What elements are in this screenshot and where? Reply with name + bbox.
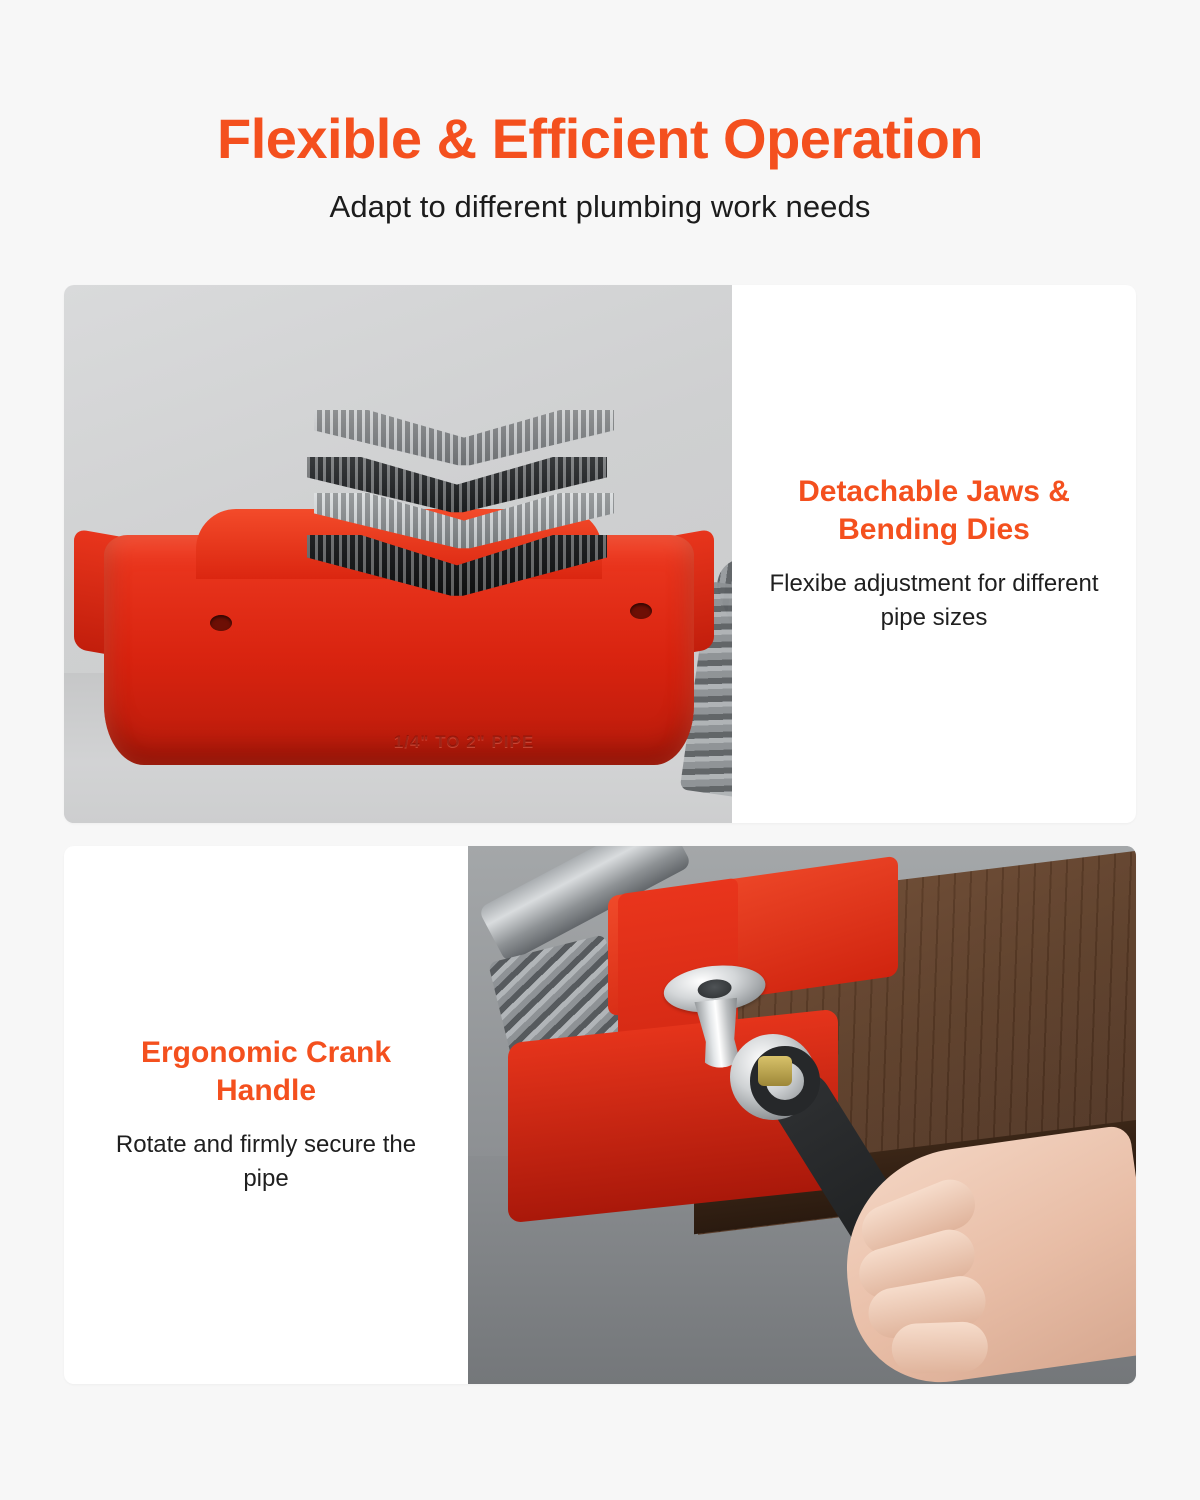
bolt-hole-left <box>210 615 232 631</box>
feature-text-detachable-jaws <box>732 285 1136 823</box>
feature-card-ergonomic-crank-handle <box>64 846 1136 1384</box>
feature-image-detachable-jaws <box>64 285 732 823</box>
feature-description: Flexibe adjustment for different pipe sizes <box>769 570 1099 632</box>
feature-card-detachable-jaws <box>64 285 1136 823</box>
embossed-capacity-label: 1/4" TO 2" PIPE <box>393 732 535 751</box>
page-subtitle: Adapt to different plumbing work needs <box>329 188 871 224</box>
page-header <box>0 0 1200 225</box>
handle-nut <box>758 1056 792 1086</box>
feature-description: Rotate and firmly secure the pipe <box>115 1131 417 1193</box>
finger <box>891 1321 989 1374</box>
feature-title: Detachable Jaws & Bending Dies <box>798 474 1070 546</box>
page-title: Flexible & Efficient Operation <box>216 107 984 170</box>
feature-title: Ergonomic Crank Handle <box>140 1035 392 1107</box>
bolt-hole-right <box>630 603 652 619</box>
feature-image-ergonomic-crank-handle <box>468 846 1136 1384</box>
feature-text-ergonomic-crank-handle <box>64 846 468 1384</box>
